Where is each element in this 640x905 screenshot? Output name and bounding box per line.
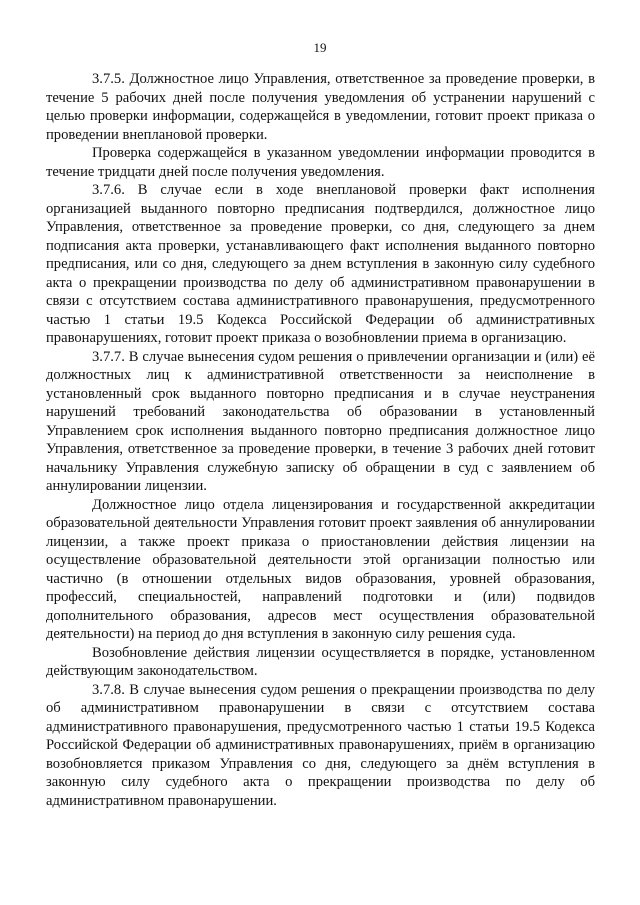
paragraph-3-7-5: 3.7.5. Должностное лицо Управления, ответственное за проведение проверки, в течение 5 рабочих дней после получения уведомления об устранении нарушений с целью проверки информации, содержащейся в уведомлении, готовит проект приказа о проведении внеплановой проверки. [46, 71, 595, 143]
page-number: 19 [313, 40, 327, 55]
paragraph-3-7-6: 3.7.6. В случае если в ходе внеплановой проверки факт исполнения организацией выданного повторно предписания подтвердился, должностное лицо Управления, ответственное за проведение проверки, со дня, следующего за днем подписания акта проверки, устанавливающего факт исполнения выданного повторно предписания, или со дня, следующего за днем вступления в законную силу судебного акта о прекращении производства по делу об административном правонарушении в связи с отсутствием состава административного правонарушения, предусмотренного частью 1 статьи 19.5 Кодекса Российской Федерации об административных правонарушениях, готовит проект приказа о возобновлении приема в организацию. [46, 182, 595, 346]
paragraph-license-suspension: Должностное лицо отдела лицензирования и государственной аккредитации образовательной деятельности Управления готовит проект заявления об аннулировании лицензии, а также проект приказа о приостановлении действия лицензии на осуществление образовательной деятельности этой организации полностью или частично (в отношении отдельных видов образования, уровней образования, профессий, специальностей, направлений подготовки и (или) подвидов дополнительного образования, адресов мест осуществления образовательной деятельности) на период до дня вступления в законную силу решения суда. [46, 496, 595, 642]
document-body [46, 70, 595, 810]
paragraph-license-renewal: Возобновление действия лицензии осуществляется в порядке, установленном действующим законодательством. [46, 644, 595, 679]
paragraph-3-7-8: 3.7.8. В случае вынесения судом решения о прекращении производства по делу об административном правонарушении в связи с отсутствием состава административного правонарушения, предусмотренного частью 1 статьи 19.5 Кодекса Российской Федерации об административных правонарушениях, приём в организацию возобновляется приказом Управления со дня, следующего за днём вступления в законную силу судебного акта о прекращении производства по делу об административном правонарушении. [46, 681, 595, 809]
paragraph-verification-period: Проверка содержащейся в указанном уведомлении информации проводится в течение тридцати дней после получения уведомления. [46, 145, 595, 180]
paragraph-3-7-7: 3.7.7. В случае вынесения судом решения о привлечении организации и (или) её должностных лиц к административной ответственности за неисполнение в установленный срок выданного повторно предписания и в случае неустранения нарушений требований законодательства об образовании в установленный Управлением срок исполнения выданного повторно предписания должностное лицо Управления, ответственное за проведение проверки, в течение 3 рабочих дней готовит начальнику Управления служебную записку об обращении в суд с заявлением об аннулировании лицензии. [46, 348, 595, 494]
